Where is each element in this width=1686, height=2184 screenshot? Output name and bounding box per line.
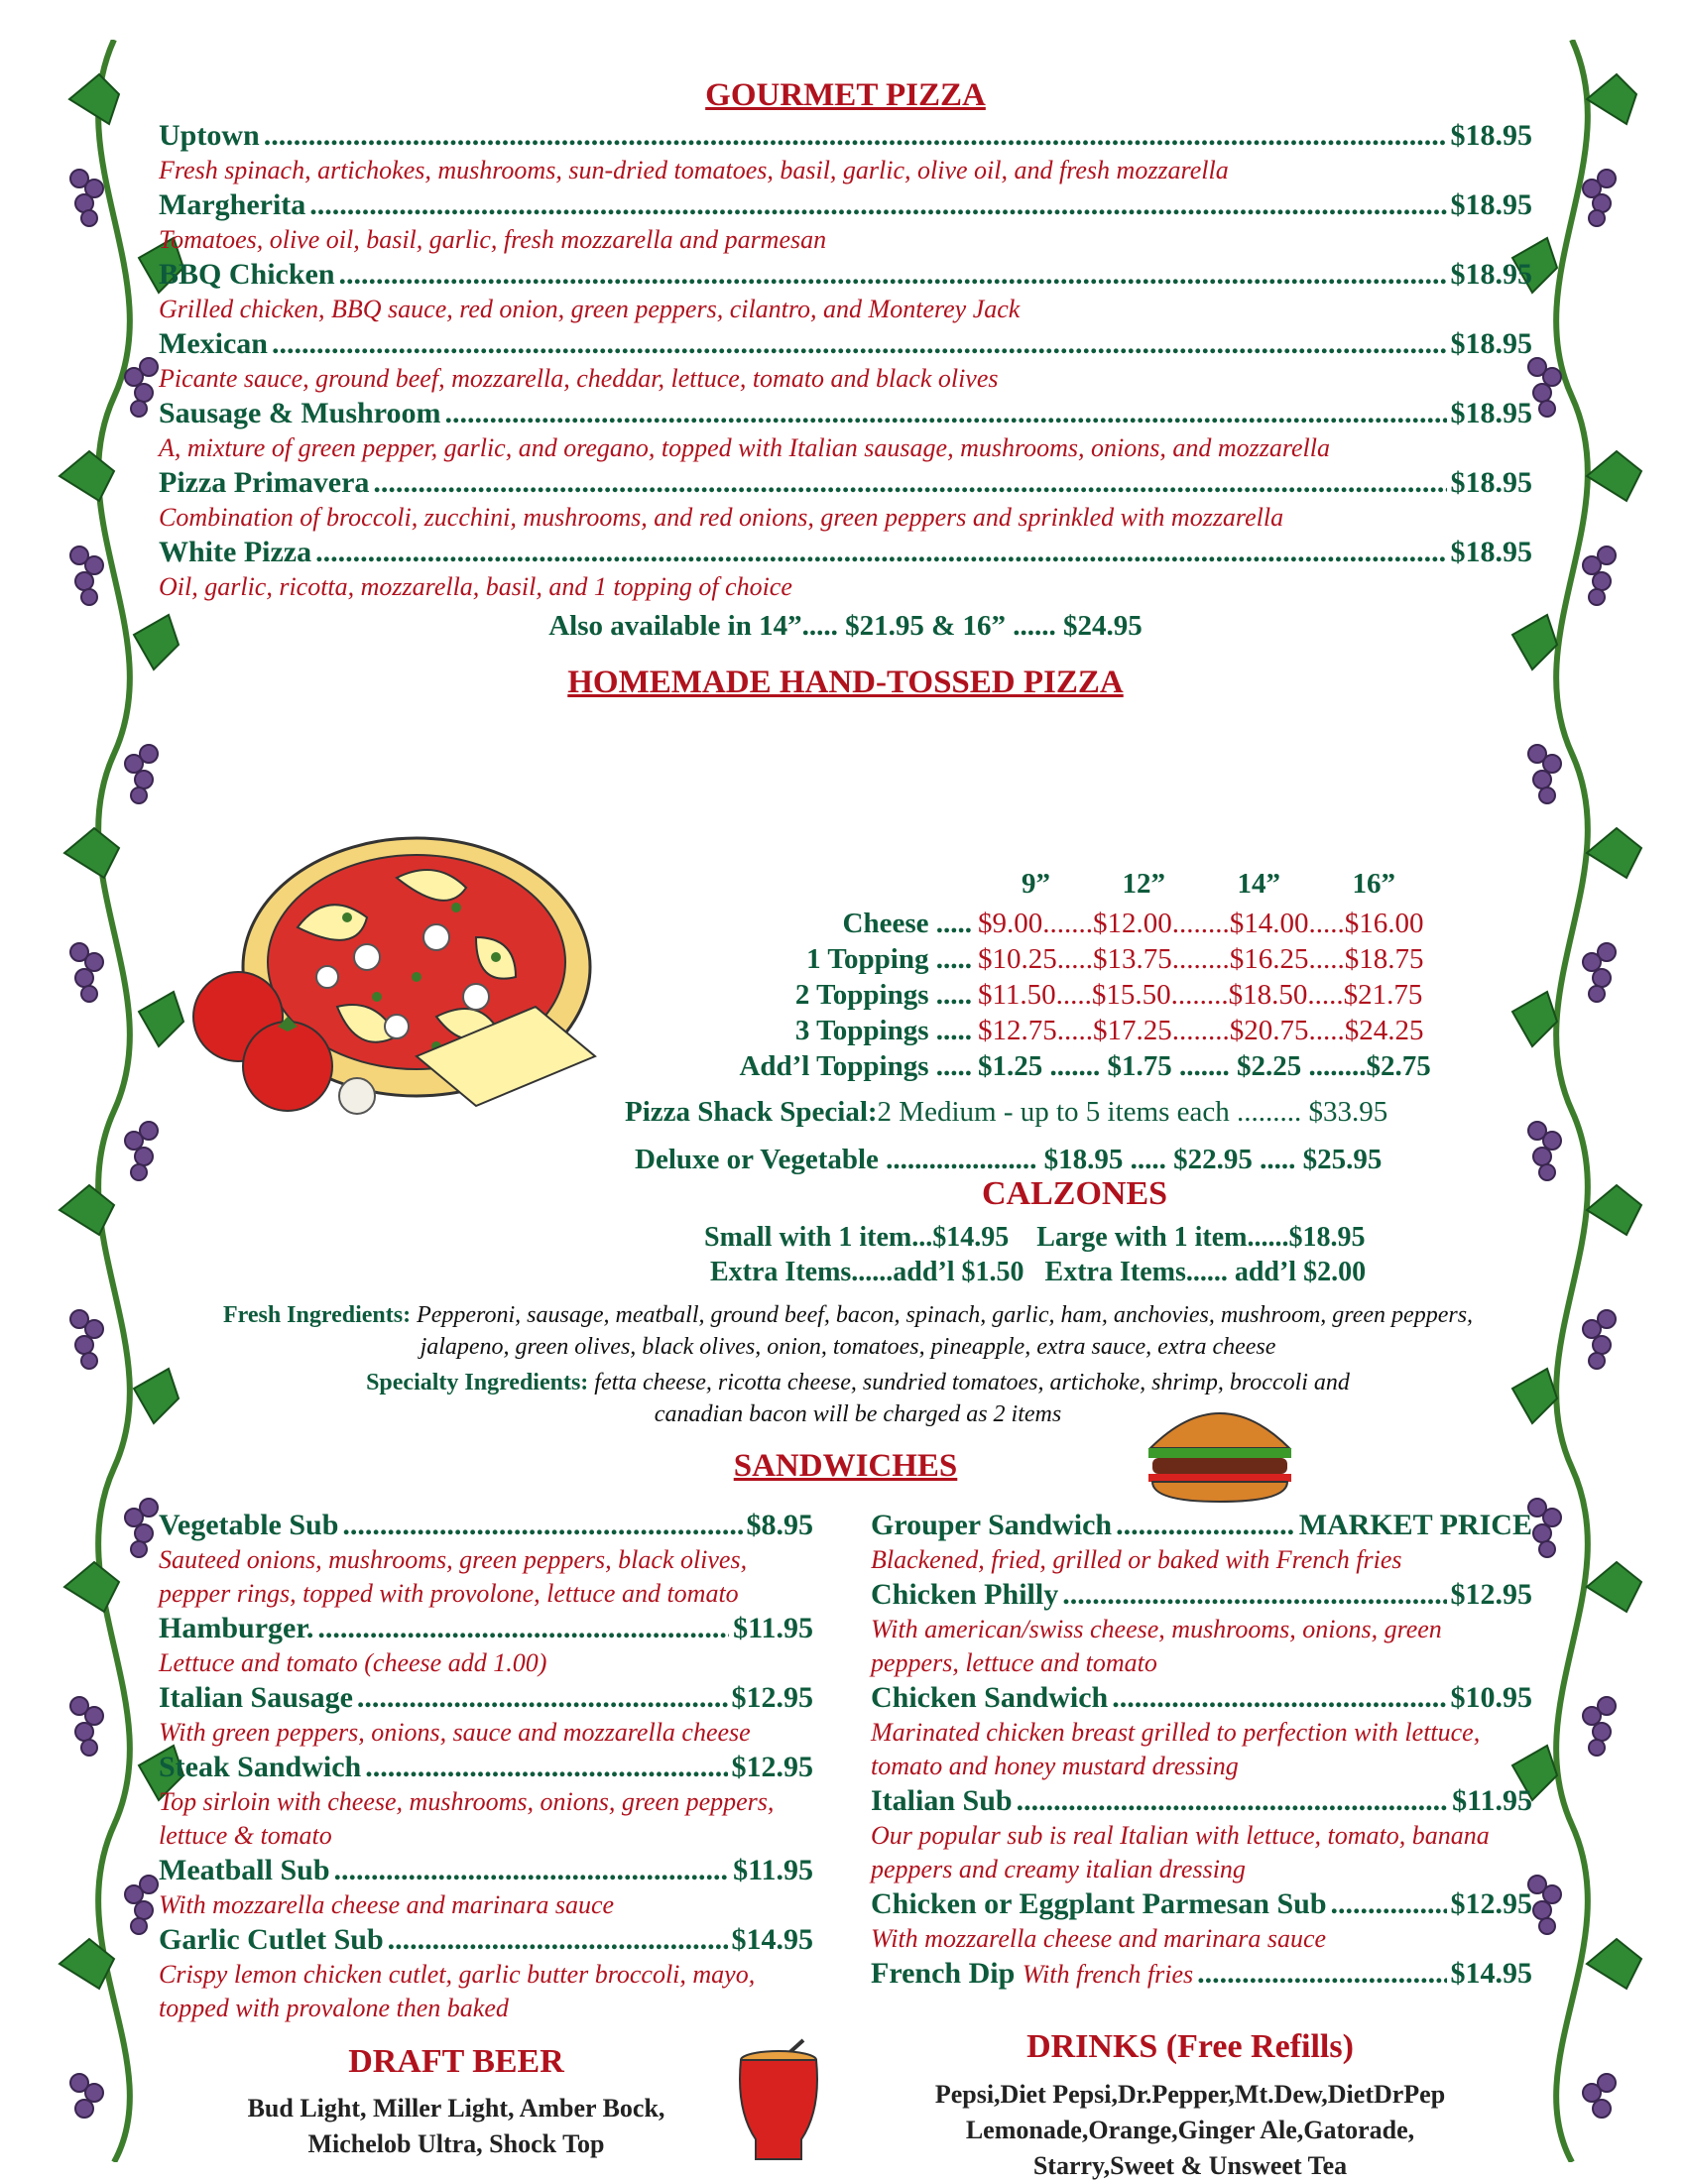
item-name: Chicken or Eggplant Parmesan Sub — [871, 1887, 1327, 1920]
item-name: Italian Sausage — [159, 1681, 353, 1714]
item-name: Mexican — [159, 327, 268, 360]
size-header: 9” 12” 14” 16” — [1022, 868, 1395, 900]
price-row — [645, 1013, 1431, 1048]
item-price: $8.95 — [746, 1509, 813, 1541]
menu-item — [871, 1680, 1532, 1783]
item-name: Hamburger. — [159, 1612, 314, 1644]
row-label: Add’l Toppings ..... — [739, 1050, 972, 1082]
item-description: With green peppers, onions, sauce and mozzarella cheese — [159, 1718, 751, 1747]
item-price: $12.95 — [1450, 1578, 1532, 1611]
item-description: With american/swiss cheese, mushrooms, onions, green peppers, lettuce and tomato — [871, 1615, 1442, 1677]
drinks-list-2: Lemonade,Orange,Ginger Ale,Gatorade, — [965, 2116, 1415, 2144]
pizza-price-table — [645, 906, 1431, 1084]
menu-item — [159, 257, 1532, 326]
pizza-icon — [179, 818, 605, 1155]
menu-item — [159, 326, 1532, 396]
deluxe-line: Deluxe or Vegetable ..................... $18.95 ..... $22.95 ..... $25.95 — [635, 1144, 1383, 1175]
item-description: With mozzarella cheese and marinara sauce — [159, 1890, 615, 1919]
row-values: $1.25 ....... $1.75 ....... $2.25 ........$2.75 — [978, 1050, 1431, 1082]
menu-item — [871, 1508, 1532, 1577]
row-values: $11.50.....$15.50........$18.50.....$21.75 — [978, 979, 1423, 1011]
menu-item — [159, 1922, 813, 2025]
row-values: $10.25.....$13.75........$16.25.....$18.75 — [978, 943, 1424, 975]
item-description: Top sirloin with cheese, mushrooms, onions, green peppers, lettuce & tomato — [159, 1787, 775, 1850]
calzones-title: CALZONES — [982, 1175, 1168, 1212]
item-name: Chicken Sandwich — [871, 1681, 1109, 1714]
also-available-note: Also available in 14”..... $21.95 & 16” ...... $24.95 — [548, 610, 1143, 642]
item-description: Oil, garlic, ricotta, mozzarella, basil, and 1 topping of choice — [159, 572, 792, 601]
item-price: $18.95 — [1450, 466, 1532, 499]
gourmet-pizza-title: GOURMET PIZZA — [705, 77, 986, 113]
item-price: $18.95 — [1450, 258, 1532, 291]
price-row — [645, 1048, 1431, 1084]
item-description: Combination of broccoli, zucchini, mushrooms, and red onions, green peppers and sprinkled with mozzarella — [159, 503, 1284, 532]
item-name: Sausage & Mushroom — [159, 397, 441, 429]
item-description: With mozzarella cheese and marinara sauce — [871, 1924, 1327, 1953]
item-price: $12.95 — [731, 1681, 813, 1714]
item-price: $11.95 — [733, 1854, 813, 1886]
item-name: White Pizza — [159, 536, 312, 568]
specialty-ingredients-label: Specialty Ingredients: — [366, 1370, 589, 1395]
menu-item — [871, 1783, 1532, 1886]
draft-beer-list-2: Michelob Ultra, Shock Top — [307, 2129, 605, 2158]
item-name: French Dip — [871, 1957, 1016, 1990]
calzones-line-2: Extra Items......add’l $1.50 Extra Items...... add’l $2.00 — [710, 1257, 1367, 1287]
item-name: Margherita — [159, 188, 306, 221]
item-description: Tomatoes, olive oil, basil, garlic, fresh mozzarella and parmesan — [159, 225, 827, 254]
fresh-ingredients-label: Fresh Ingredients: — [222, 1302, 412, 1328]
item-name: Steak Sandwich — [159, 1751, 362, 1783]
fresh-ingredients-text: Pepperoni, sausage, meatball, ground beef, bacon, spinach, garlic, ham, anchovies, mushroom, green peppers, jalapeno, green olives, black olives, onion, tomatoes, pineapple, extra sauce, extra cheese — [411, 1302, 1474, 1360]
row-label: 2 Toppings ..... — [794, 979, 972, 1011]
item-name: Pizza Primavera — [159, 466, 370, 499]
fresh-ingredients — [188, 1299, 1507, 1363]
pizza-shack-special — [625, 1096, 1387, 1129]
special-label: Pizza Shack Special: — [625, 1096, 878, 1128]
menu-item — [871, 1886, 1532, 1956]
item-name: Garlic Cutlet Sub — [159, 1923, 384, 1956]
calzones-line-1: Small with 1 item...$14.95 Large with 1 item......$18.95 — [704, 1222, 1366, 1253]
item-description: Grilled chicken, BBQ sauce, red onion, green peppers, cilantro, and Monterey Jack — [159, 295, 1021, 323]
item-price: $10.95 — [1450, 1681, 1532, 1714]
drinks-list-3: Starry,Sweet & Unsweet Tea — [1032, 2151, 1348, 2180]
item-description: Our popular sub is real Italian with lettuce, tomato, banana peppers and creamy italian dressing — [871, 1821, 1490, 1883]
item-name: Meatball Sub — [159, 1854, 330, 1886]
item-description: Marinated chicken breast grilled to perfection with lettuce, tomato and honey mustard dressing — [871, 1718, 1481, 1780]
row-label: 1 Topping ..... — [806, 943, 972, 975]
menu-item — [871, 1577, 1532, 1680]
menu-item — [159, 1680, 813, 1750]
special-text: 2 Medium - up to 5 items each ......... $33.95 — [877, 1096, 1388, 1128]
row-values: $9.00.......$12.00........$14.00.....$16.00 — [978, 908, 1424, 939]
sandwiches-right-column — [871, 1508, 1532, 1992]
menu-item — [159, 118, 1532, 187]
item-price: $18.95 — [1450, 119, 1532, 152]
menu-item — [159, 187, 1532, 257]
menu-content — [159, 69, 1532, 2180]
drink-cup-icon — [734, 2038, 823, 2167]
item-price: $18.95 — [1450, 327, 1532, 360]
item-description: With french fries — [1022, 1960, 1194, 1989]
item-description: Crispy lemon chicken cutlet, garlic butter broccoli, mayo, topped with provalone then baked — [159, 1960, 756, 2022]
item-name: Italian Sub — [871, 1784, 1013, 1817]
row-label: 3 Toppings ..... — [794, 1015, 972, 1046]
menu-item — [159, 1611, 813, 1680]
menu-item — [159, 535, 1532, 604]
item-description: Picante sauce, ground beef, mozzarella, cheddar, lettuce, tomato and black olives — [159, 364, 999, 393]
gourmet-list — [159, 118, 1532, 604]
item-description: Lettuce and tomato (cheese add 1.00) — [159, 1648, 547, 1677]
price-row — [645, 906, 1431, 941]
item-price: $12.95 — [1450, 1887, 1532, 1920]
item-price: $18.95 — [1450, 397, 1532, 429]
row-label: Cheese ..... — [842, 908, 972, 939]
item-price: $14.95 — [731, 1923, 813, 1956]
hand-tossed-title: HOMEMADE HAND-TOSSED PIZZA — [567, 665, 1124, 700]
draft-beer-title: DRAFT BEER — [348, 2043, 564, 2080]
item-price: $18.95 — [1450, 536, 1532, 568]
menu-item — [159, 1750, 813, 1853]
draft-beer-list-1: Bud Light, Miller Light, Amber Bock, — [247, 2094, 665, 2123]
burger-icon — [1141, 1398, 1299, 1508]
item-name: Chicken Philly — [871, 1578, 1059, 1611]
item-price: $11.95 — [1452, 1784, 1532, 1817]
item-description: Fresh spinach, artichokes, mushrooms, sun-dried tomatoes, basil, garlic, olive oil, and fresh mozzarella — [159, 156, 1229, 184]
drinks-list-1: Pepsi,Diet Pepsi,Dr.Pepper,Mt.Dew,DietDrPep — [934, 2080, 1446, 2109]
item-description: A, mixture of green pepper, garlic, and oregano, topped with Italian sausage, mushrooms, onions, and mozzarella — [159, 433, 1331, 462]
item-description: Blackened, fried, grilled or baked with French fries — [871, 1545, 1402, 1574]
menu-item — [159, 1508, 813, 1611]
sandwiches-title: SANDWICHES — [733, 1448, 958, 1484]
item-price: $14.95 — [1450, 1957, 1532, 1990]
menu-item — [159, 396, 1532, 465]
item-price: $12.95 — [731, 1751, 813, 1783]
item-description: Sauteed onions, mushrooms, green peppers, black olives, pepper rings, topped with provolone, lettuce and tomato — [159, 1545, 748, 1608]
specialty-ingredients-text: fetta cheese, ricotta cheese, sundried tomatoes, artichoke, shrimp, broccoli and canadian bacon will be charged as 2 items — [588, 1370, 1350, 1427]
price-row — [645, 941, 1431, 977]
drinks-title: DRINKS (Free Refills) — [1026, 2028, 1354, 2065]
row-values: $12.75.....$17.25........$20.75.....$24.25 — [978, 1015, 1424, 1046]
item-price: $18.95 — [1450, 188, 1532, 221]
item-name: Grouper Sandwich — [871, 1509, 1113, 1541]
sandwiches-left-column — [159, 1508, 813, 2025]
item-name: BBQ Chicken — [159, 258, 335, 291]
price-row — [645, 977, 1431, 1013]
item-name: Uptown — [159, 119, 260, 152]
menu-item — [159, 465, 1532, 535]
item-price: $11.95 — [733, 1612, 813, 1644]
menu-item — [871, 1956, 1532, 1992]
menu-item — [159, 1853, 813, 1922]
item-price: MARKET PRICE — [1298, 1509, 1532, 1541]
item-name: Vegetable Sub — [159, 1509, 339, 1541]
